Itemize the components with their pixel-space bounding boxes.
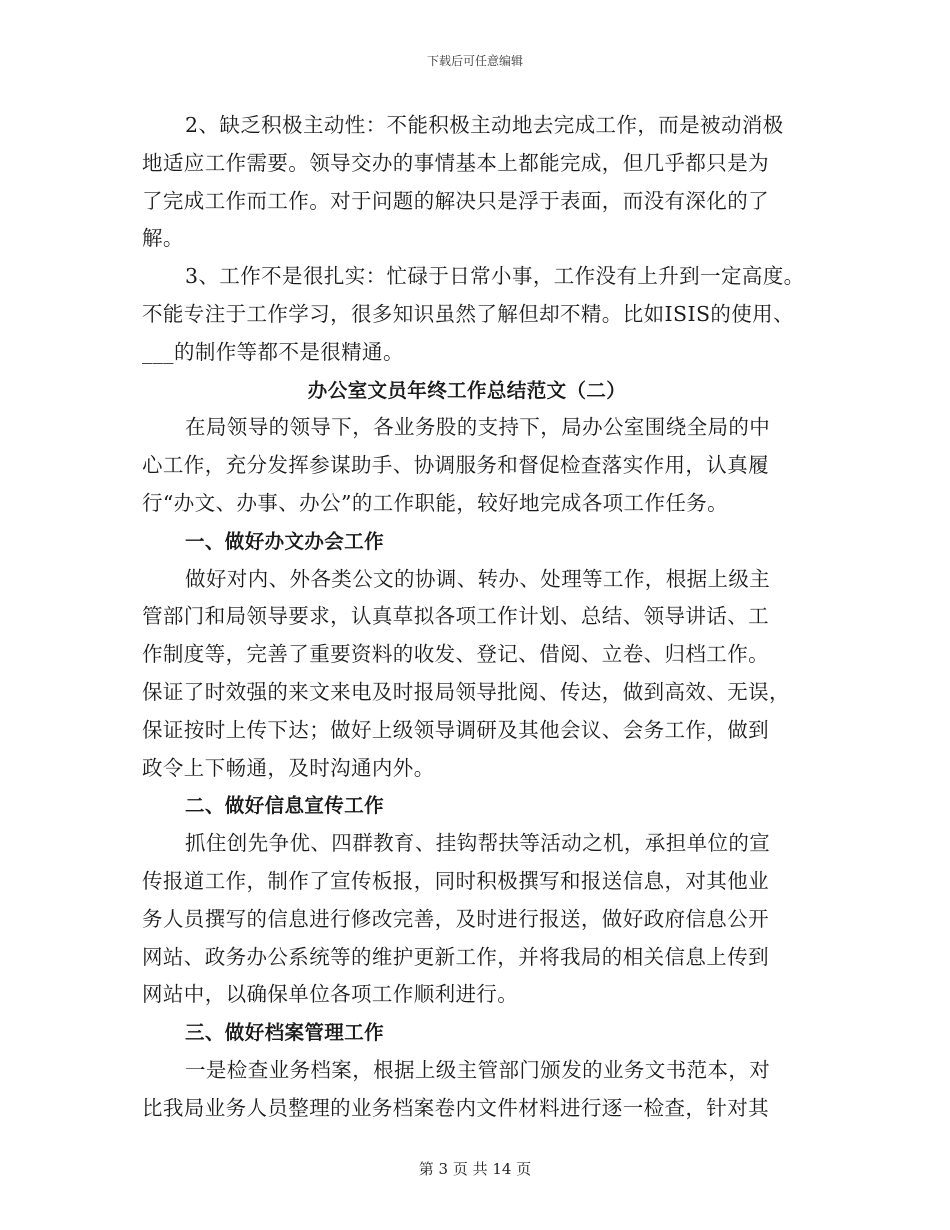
- text-line: 行“办文、办事、办公”的工作职能，较好地完成各项工作任务。: [142, 490, 729, 515]
- paragraph-first-line: 抓住创先争优、四群教育、挂钩帮扶等活动之机，承担单位的宣: [185, 831, 771, 856]
- page-number: 第 3 页 共 14 页: [418, 1160, 532, 1178]
- document-body: [142, 107, 810, 1128]
- section-heading: 一、做好办文办会工作: [185, 529, 385, 553]
- text-line: 管部门和局领导要求，认真草拟各项工作计划、总结、领导讲话、工: [142, 604, 769, 629]
- paragraph-first-line: 在局领导的领导下，各业务股的支持下，局办公室围绕全局的中: [185, 415, 771, 440]
- text-line: 作制度等，完善了重要资料的收发、登记、借阅、立卷、归档工作。: [142, 642, 769, 667]
- paragraph-first-line: 3、工作不是很扎实：忙碌于日常小事，工作没有上升到一定高度。: [185, 264, 805, 289]
- text-line: 保证按时上传下达；做好上级领导调研及其他会议、会务工作，做到: [142, 717, 769, 742]
- page-header: 下载后可任意编辑: [426, 54, 523, 68]
- text-line: 地适应工作需要。领导交办的事情基本上都能完成，但几乎都只是为: [142, 150, 769, 175]
- text-line: 传报道工作，制作了宣传板报，同时积极撰写和报送信息，对其他业: [142, 868, 769, 893]
- text-line: 比我局业务人员整理的业务档案卷内文件材料进行逐一检查，针对其: [142, 1095, 769, 1120]
- section-heading: 三、做好档案管理工作: [185, 1021, 385, 1045]
- paragraph-first-line: 一是检查业务档案，根据上级主管部门颁发的业务文书范本，对: [185, 1057, 771, 1082]
- section-heading: 二、做好信息宣传工作: [185, 794, 385, 818]
- text-line: 保证了时效强的来文来电及时报局领导批阅、传达，做到高效、无误，: [142, 679, 790, 704]
- section-title: 办公室文员年终工作总结范文（二）: [307, 378, 627, 402]
- text-line: 心工作，充分发挥参谋助手、协调服务和督促检查落实作用，认真履: [142, 453, 769, 478]
- text-line: 务人员撰写的信息进行修改完善，及时进行报送，做好政府信息公开: [142, 906, 769, 931]
- text-line: 网站中，以确保单位各项工作顺利进行。: [142, 982, 519, 1007]
- text-line: 不能专注于工作学习，很多知识虽然了解但却不精。比如ISIS的使用、: [142, 301, 794, 326]
- text-line: 政令上下畅通，及时沟通内外。: [142, 755, 435, 780]
- paragraph-first-line: 2、缺乏积极主动性：不能积极主动地去完成工作，而是被动消极: [185, 113, 784, 137]
- text-line: 网站、政务办公系统等的维护更新工作，并将我局的相关信息上传到: [142, 944, 769, 969]
- text-line: 解。: [142, 226, 184, 251]
- paragraph-first-line: 做好对内、外各类公文的协调、转办、处理等工作，根据上级主: [185, 566, 771, 591]
- text-line: ___的制作等都不是很精通。: [142, 339, 404, 364]
- text-line: 了完成工作而工作。对于问题的解决只是浮于表面，而没有深化的了: [142, 188, 769, 213]
